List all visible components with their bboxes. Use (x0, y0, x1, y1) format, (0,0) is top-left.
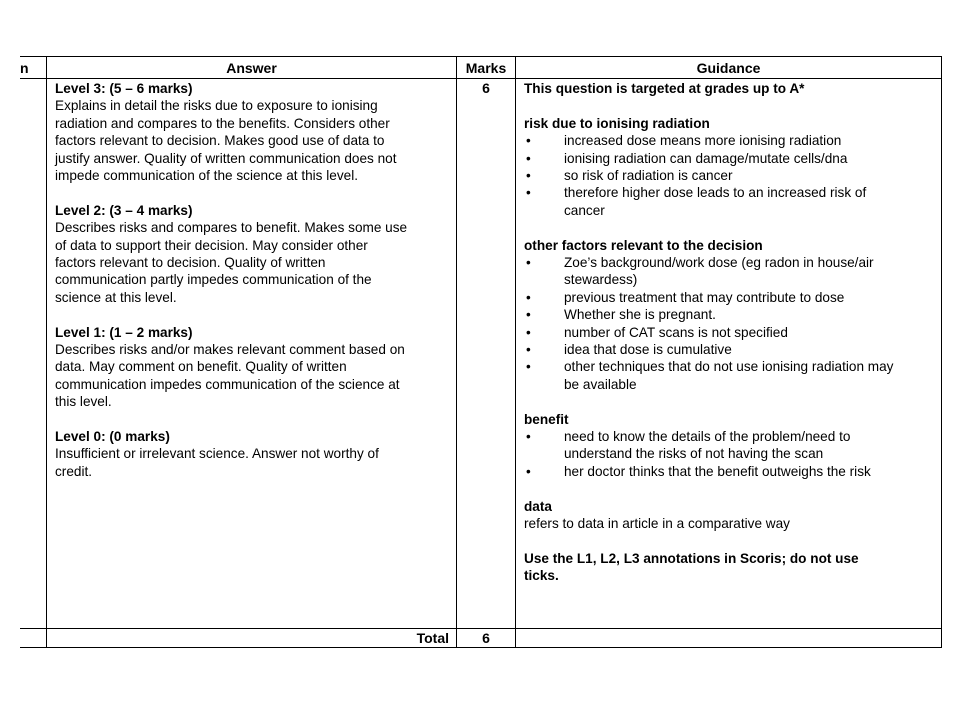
bullet-icon: • (526, 307, 531, 323)
level-text-line: factors relevant to decision. Quality of written (55, 255, 326, 271)
bullet-icon: • (526, 168, 531, 184)
level-text-line: science at this level. (55, 289, 177, 305)
section-title-benefit: benefit (524, 411, 569, 427)
bullet-icon: • (526, 342, 531, 358)
level-title: Level 1: (1 – 2 marks) (55, 324, 193, 340)
benefit-bullet-list (524, 428, 938, 480)
mark-scheme-table (0, 56, 942, 648)
table-right-border (941, 56, 942, 648)
other-factors-bullet-list (524, 254, 938, 393)
level-1-block (55, 324, 453, 411)
bullet-icon: • (526, 289, 531, 305)
guidance-cell (524, 80, 938, 585)
level-title: Level 2: (3 – 4 marks) (55, 202, 193, 218)
total-value: 6 (482, 630, 490, 646)
level-text-line: Describes risks and compares to benefit. Makes some use (55, 220, 408, 236)
level-2-block (55, 202, 453, 306)
header-answer: Answer (226, 60, 277, 76)
data-text: refers to data in article in a comparative way (524, 516, 790, 532)
bullet-icon: • (526, 324, 531, 340)
list-item: • her doctor thinks that the benefit outweighs the risk (526, 463, 871, 479)
guidance-intro: This question is targeted at grades up to A* (524, 81, 805, 96)
level-title: Level 3: (5 – 6 marks) (55, 81, 193, 96)
header-guidance: Guidance (696, 60, 761, 76)
list-item: • need to know the details of the problem/need to understand the risks of not having the scan (526, 429, 851, 462)
section-title-risk: risk due to ionising radiation (524, 115, 710, 131)
level-text-line: of data to support their decision. May consider other (55, 237, 368, 253)
level-text-line: Describes risks and/or makes relevant comment based on (55, 342, 405, 358)
header-marks: Marks (465, 60, 507, 76)
annotation-instruction-line: ticks. (524, 568, 559, 584)
answer-cell (55, 80, 453, 480)
list-item: • ionising radiation can damage/mutate cells/dna (526, 150, 848, 166)
list-item: • Zoe’s background/work dose (eg radon in house/air stewardess) (526, 255, 874, 288)
bullet-icon: • (526, 359, 531, 375)
table-top-border (20, 56, 942, 57)
table-bottom-border (20, 647, 942, 648)
level-text-line: credit. (55, 463, 93, 479)
level-3-block (55, 80, 453, 184)
list-item: • increased dose means more ionising radiation (526, 133, 842, 149)
list-item: • Whether she is pregnant. (526, 307, 716, 323)
header-bottom-border (20, 78, 942, 79)
level-text-line: factors relevant to decision. Makes good use of data to (55, 133, 385, 149)
level-text-line: radiation and compares to the benefits. Considers other (55, 115, 390, 131)
list-item: • idea that dose is cumulative (526, 342, 732, 358)
list-item: • other techniques that do not use ionising radiation may be available (526, 359, 894, 392)
col-divider-1 (46, 56, 47, 648)
list-item: • previous treatment that may contribute to dose (526, 289, 845, 305)
level-text-line: data. May comment on benefit. Quality of written (55, 359, 347, 375)
bullet-icon: • (526, 255, 531, 271)
level-text-line: justify answer. Quality of written communication does not (55, 150, 397, 166)
col-divider-3 (515, 56, 516, 648)
col-divider-2 (456, 56, 457, 648)
annotation-instruction-line: Use the L1, L2, L3 annotations in Scoris; do not use (524, 550, 859, 566)
bullet-icon: • (526, 463, 531, 479)
list-item: • therefore higher dose leads to an increased risk of cancer (526, 185, 867, 218)
risk-bullet-list (524, 132, 938, 219)
header-col0: n (20, 60, 29, 76)
bullet-icon: • (526, 429, 531, 445)
level-title: Level 0: (0 marks) (55, 429, 170, 445)
level-text-line: impede communication of the science at this level. (55, 168, 358, 184)
list-item: • number of CAT scans is not specified (526, 324, 788, 340)
bullet-icon: • (526, 133, 531, 149)
total-row-top-border (20, 628, 942, 629)
level-text-line: communication impedes communication of the science at (55, 376, 400, 392)
section-title-data: data (524, 498, 552, 514)
bullet-icon: • (526, 150, 531, 166)
level-0-block (55, 428, 453, 480)
level-text-line: Insufficient or irrelevant science. Answer not worthy of (55, 446, 379, 462)
total-label: Total (416, 630, 449, 646)
section-title-other-factors: other factors relevant to the decision (524, 237, 763, 253)
level-text-line: Explains in detail the risks due to exposure to ionising (55, 98, 378, 114)
level-text-line: communication partly impedes communication of the (55, 272, 372, 288)
marks-value: 6 (482, 80, 490, 96)
list-item: • so risk of radiation is cancer (526, 168, 733, 184)
bullet-icon: • (526, 185, 531, 201)
level-text-line: this level. (55, 394, 112, 410)
